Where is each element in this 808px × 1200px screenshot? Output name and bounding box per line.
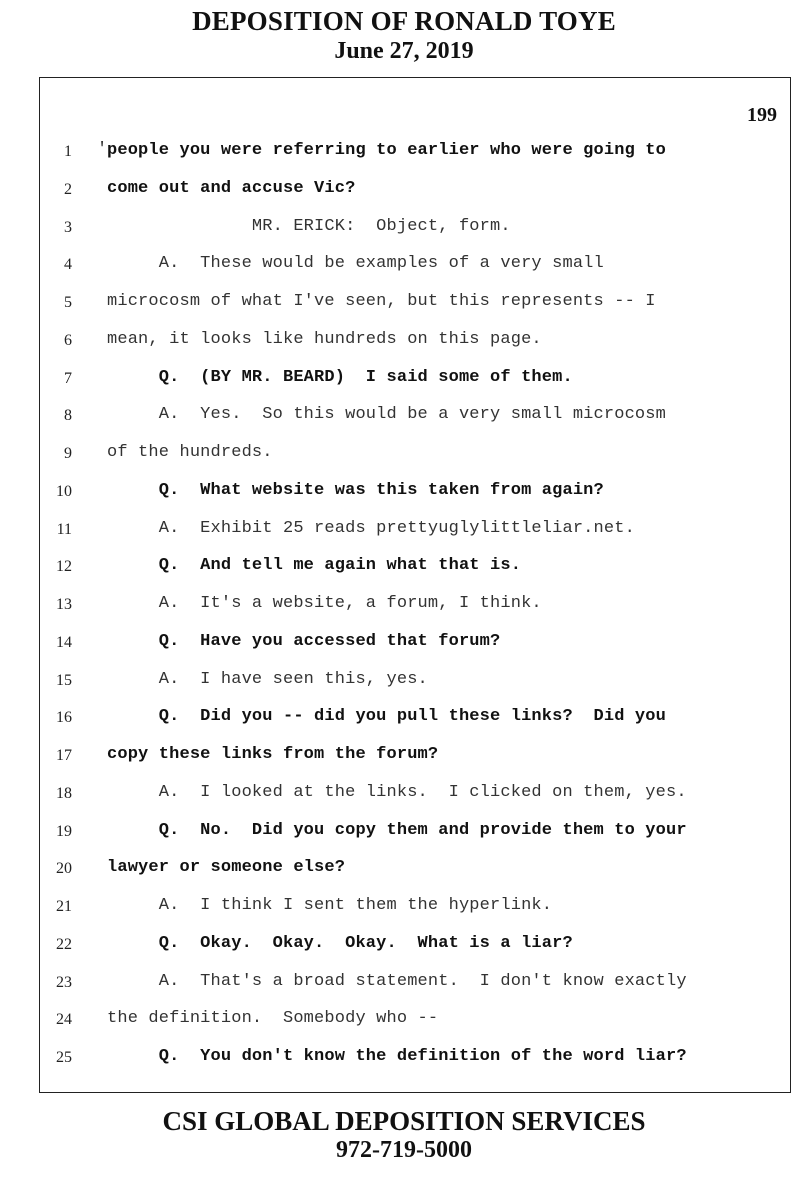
margin-mark: ' — [97, 140, 108, 159]
transcript-line — [40, 516, 792, 546]
line-number: 18 — [56, 784, 72, 802]
transcript-line — [40, 1044, 792, 1074]
transcript-line — [40, 214, 792, 244]
line-text: Q. You don't know the definition of the word liar? — [107, 1047, 687, 1066]
transcript-line — [40, 251, 792, 281]
line-number: 23 — [56, 973, 72, 991]
transcript-line — [40, 1006, 792, 1036]
line-text: come out and accuse Vic? — [107, 178, 356, 198]
line-number: 19 — [56, 822, 72, 840]
line-text: A. I think I sent them the hyperlink. — [107, 896, 553, 915]
line-text: Q. No. Did you copy them and provide them to your — [107, 820, 687, 840]
line-number: 1 — [64, 143, 72, 160]
line-text: A. Yes. So this would be a very small microcosm — [107, 405, 666, 425]
line-text: lawyer or someone else? — [107, 858, 346, 878]
line-number: 25 — [56, 1049, 72, 1066]
transcript-line — [40, 704, 792, 734]
transcript-line — [40, 855, 792, 885]
transcript-line — [40, 365, 792, 395]
transcript-line — [40, 176, 792, 206]
line-text: Q. Okay. Okay. Okay. What is a liar? — [107, 933, 573, 953]
line-number: 4 — [64, 256, 72, 274]
line-number: 7 — [64, 369, 72, 387]
line-number: 10 — [56, 482, 72, 500]
line-text: of the hundreds. — [107, 443, 273, 462]
line-text: Q. Did you -- did you pull these links? Did you — [107, 707, 666, 727]
transcript-line — [40, 667, 792, 697]
transcript-line — [40, 629, 792, 659]
line-text: the definition. Somebody who -- — [107, 1009, 439, 1029]
footer-company: CSI GLOBAL DEPOSITION SERVICES — [162, 1106, 646, 1136]
line-number: 20 — [56, 860, 72, 878]
line-number: 24 — [56, 1011, 72, 1029]
line-text: A. Exhibit 25 reads prettyuglylittleliar.net. — [107, 518, 635, 538]
line-text: mean, it looks like hundreds on this page. — [107, 329, 542, 349]
line-text: Q. What website was this taken from again? — [107, 480, 604, 500]
transcript-line — [40, 402, 792, 432]
transcript-line — [40, 440, 792, 470]
line-text: Q. (BY MR. BEARD) I said some of them. — [107, 367, 573, 387]
transcript-line — [40, 969, 792, 999]
line-number: 16 — [56, 709, 72, 727]
transcript-page — [39, 77, 791, 1093]
transcript-line — [40, 818, 792, 848]
deposition-date: June 27, 2019 — [334, 38, 474, 64]
transcript-line — [40, 553, 792, 583]
transcript-line — [40, 478, 792, 508]
line-number: 12 — [56, 558, 72, 576]
transcript-line — [40, 931, 792, 961]
line-text: people you were referring to earlier who were going to — [107, 141, 666, 160]
line-number: 3 — [64, 218, 72, 236]
line-number: 9 — [64, 445, 72, 462]
transcript-line — [40, 327, 792, 357]
line-number: 22 — [56, 935, 72, 953]
line-text: Q. And tell me again what that is. — [107, 556, 522, 576]
line-number: 17 — [56, 747, 72, 764]
line-number: 14 — [56, 633, 72, 651]
line-text: copy these links from the forum? — [107, 745, 439, 764]
footer-phone: 972-719-5000 — [336, 1137, 472, 1163]
line-text: microcosm of what I've seen, but this represents -- I — [107, 292, 656, 311]
line-text: A. These would be examples of a very small — [107, 254, 604, 274]
line-number: 6 — [64, 331, 72, 349]
line-text: A. That's a broad statement. I don't know exactly — [107, 971, 687, 991]
line-text: MR. ERICK: Object, form. — [107, 216, 511, 236]
line-number: 13 — [56, 596, 72, 613]
transcript-line — [40, 742, 792, 772]
page-number: 199 — [747, 104, 777, 126]
line-number: 15 — [56, 671, 72, 689]
transcript-line — [40, 780, 792, 810]
line-number: 11 — [56, 520, 72, 538]
transcript-line — [40, 591, 792, 621]
line-text: A. I have seen this, yes. — [107, 669, 428, 689]
transcript-line — [40, 138, 792, 168]
line-number: 21 — [56, 898, 72, 915]
line-number: 5 — [64, 294, 72, 311]
transcript-line — [40, 289, 792, 319]
line-number: 8 — [64, 407, 72, 425]
line-text: A. It's a website, a forum, I think. — [107, 594, 542, 613]
transcript-line — [40, 893, 792, 923]
line-number: 2 — [64, 180, 72, 198]
deposition-title: DEPOSITION OF RONALD TOYE — [192, 6, 616, 36]
line-text: Q. Have you accessed that forum? — [107, 631, 501, 651]
line-text: A. I looked at the links. I clicked on them, yes. — [107, 782, 687, 802]
